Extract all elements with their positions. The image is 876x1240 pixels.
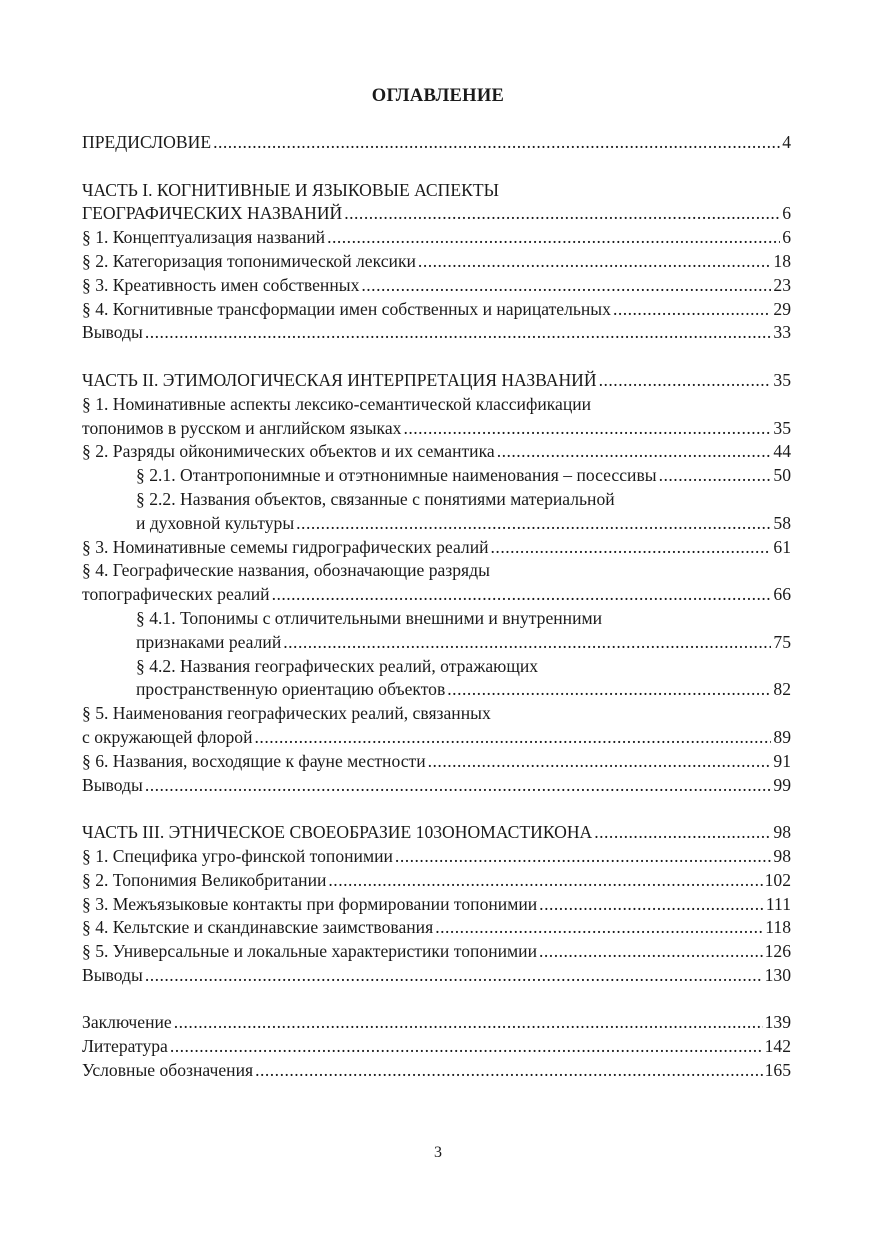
toc-entry	[82, 1059, 791, 1083]
toc-entry-page: 118	[765, 917, 791, 938]
toc-dot-leader	[447, 678, 771, 702]
toc-entry	[82, 464, 791, 488]
toc-entry	[82, 226, 791, 250]
toc-entry-title: § 3. Межъязыковые контакты при формировании топонимии	[82, 893, 538, 914]
toc-dot-leader	[145, 774, 772, 798]
toc-entry-page: 35	[773, 417, 791, 438]
toc-entry-title: § 5. Универсальные и локальные характеристики топонимии	[82, 941, 537, 962]
toc-entry	[82, 916, 791, 940]
toc-dot-leader	[327, 226, 780, 250]
toc-entry-title: признаками реалий	[136, 631, 282, 652]
toc-entry	[82, 964, 791, 988]
toc-dot-leader	[491, 536, 772, 560]
toc-dot-leader	[613, 298, 771, 322]
toc-entry-title: § 5. Наименования географических реалий, связанных	[82, 703, 491, 724]
toc-entry	[82, 440, 791, 464]
toc-entry-title: Выводы	[82, 964, 143, 985]
toc-entry-title: § 4. Кельтские и скандинавские заимствования	[82, 917, 434, 938]
toc-entry-title: с окружающей флорой	[82, 726, 253, 747]
toc-dot-leader	[361, 274, 771, 298]
toc-entry	[82, 131, 791, 155]
toc-entry-title: § 2.1. Отантропонимные и отэтнонимные наименования – посессивы	[136, 465, 657, 486]
toc-entry-page: 61	[773, 536, 791, 557]
toc-entry	[82, 583, 791, 607]
toc-entry	[82, 726, 791, 750]
toc-dot-leader	[255, 1059, 763, 1083]
toc-entry	[82, 298, 791, 322]
toc-entry-title: ЧАСТЬ I. КОГНИТИВНЫЕ И ЯЗЫКОВЫЕ АСПЕКТЫ	[82, 179, 499, 200]
toc-entry-title: § 4.2. Названия географических реалий, отражающих	[136, 655, 539, 676]
toc-entry-title: § 4.1. Топонимы с отличительными внешними и внутренними	[136, 607, 603, 628]
toc-entry-title: ПРЕДИСЛОВИЕ	[82, 132, 212, 152]
page-number: 3	[434, 1144, 442, 1161]
toc-dot-leader	[539, 893, 764, 917]
toc-entry	[82, 845, 791, 869]
toc-entry	[82, 607, 791, 631]
toc-entry-title: § 2.2. Названия объектов, связанные с понятиями материальной	[136, 488, 615, 509]
toc-entry-page: 165	[764, 1060, 791, 1081]
toc-entry	[82, 893, 791, 917]
toc-dot-leader	[539, 940, 763, 964]
toc-entry-page: 58	[773, 512, 791, 533]
toc-entry-title: Выводы	[82, 774, 143, 795]
toc-entry-title: Условные обозначения	[82, 1060, 254, 1081]
toc-entry-title: и духовной культуры	[136, 512, 295, 533]
toc-entry-title: § 1. Специфика угро-финской топонимии	[82, 845, 393, 866]
toc-entry-page: 102	[764, 869, 791, 890]
toc-entry	[82, 488, 791, 512]
toc-entry	[82, 250, 791, 274]
toc-entry-page: 6	[782, 203, 791, 224]
toc-entry	[82, 1035, 791, 1059]
toc-entry-page: 35	[773, 369, 791, 390]
toc-dot-leader	[174, 1011, 763, 1035]
table-of-contents	[82, 131, 791, 1083]
toc-entry-page: 126	[764, 941, 791, 962]
toc-entry-page: 50	[773, 465, 791, 486]
toc-dot-leader	[599, 369, 772, 393]
toc-entry	[82, 631, 791, 655]
toc-dot-leader	[403, 417, 771, 441]
toc-entry-page: 139	[764, 1012, 791, 1033]
toc-entry-page: 75	[773, 631, 791, 652]
toc-entry-page: 99	[773, 774, 791, 795]
toc-entry-page: 130	[764, 964, 791, 985]
toc-entry-page: 4	[782, 132, 791, 152]
toc-entry	[82, 869, 791, 893]
toc-entry	[82, 940, 791, 964]
toc-entry	[82, 417, 791, 441]
toc-entry-page: 142	[764, 1036, 791, 1057]
toc-dot-leader	[213, 131, 780, 155]
toc-dot-leader	[283, 631, 771, 655]
toc-entry-title: Литература	[82, 1036, 168, 1057]
toc-entry-page: 66	[773, 584, 791, 605]
toc-entry	[82, 821, 791, 845]
toc-entry-title: § 6. Названия, восходящие к фауне местности	[82, 750, 426, 771]
toc-dot-leader	[328, 869, 762, 893]
toc-entry-title: Заключение	[82, 1012, 172, 1033]
toc-entry	[82, 369, 791, 393]
toc-entry	[82, 678, 791, 702]
toc-dot-leader	[145, 964, 763, 988]
toc-dot-leader	[435, 916, 763, 940]
toc-dot-leader	[418, 250, 771, 274]
toc-entry-title: Выводы	[82, 322, 143, 343]
toc-entry-title: ЧАСТЬ III. ЭТНИЧЕСКОЕ СВОЕОБРАЗИЕ 103ОНОМАСТИКОНА	[82, 822, 593, 843]
toc-entry-title: § 3. Креативность имен собственных	[82, 274, 360, 295]
toc-dot-leader	[255, 726, 772, 750]
toc-entry-page: 111	[765, 893, 791, 914]
toc-entry-title: топонимов в русском и английском языках	[82, 417, 402, 438]
toc-entry-page: 33	[773, 322, 791, 343]
toc-entry	[82, 274, 791, 298]
toc-entry-title: § 3. Номинативные семемы гидрографических реалий	[82, 536, 489, 557]
toc-entry	[82, 750, 791, 774]
toc-entry-title: § 2. Топонимия Великобритании	[82, 869, 327, 890]
toc-entry	[82, 1011, 791, 1035]
toc-entry-title: § 4. Когнитивные трансформации имен собственных и нарицательных	[82, 298, 611, 319]
toc-entry-title: ГЕОГРАФИЧЕСКИХ НАЗВАНИЙ	[82, 203, 343, 224]
toc-entry	[82, 655, 791, 679]
toc-entry-page: 23	[773, 274, 791, 295]
toc-entry	[82, 202, 791, 226]
toc-entry-page: 18	[773, 250, 791, 271]
toc-entry-title: § 1. Номинативные аспекты лексико-семантической классификации	[82, 393, 592, 414]
toc-dot-leader	[428, 750, 772, 774]
toc-entry-page: 89	[773, 726, 791, 747]
toc-entry	[82, 393, 791, 417]
toc-entry	[82, 774, 791, 798]
toc-entry-title: § 1. Концептуализация названий	[82, 227, 326, 248]
toc-entry-page: 91	[773, 750, 791, 771]
toc-dot-leader	[145, 321, 772, 345]
toc-entry-title: пространственную ориентацию объектов	[136, 679, 446, 700]
toc-entry-title: § 2. Категоризация топонимической лексики	[82, 250, 416, 271]
toc-dot-leader	[170, 1035, 763, 1059]
toc-entry	[82, 512, 791, 536]
toc-dot-leader	[497, 440, 772, 464]
page-title: ОГЛАВЛЕНИЕ	[371, 86, 505, 106]
toc-dot-leader	[395, 845, 771, 869]
toc-dot-leader	[659, 464, 772, 488]
toc-dot-leader	[344, 202, 780, 226]
toc-entry	[82, 179, 791, 203]
toc-dot-leader	[272, 583, 772, 607]
toc-entry	[82, 321, 791, 345]
toc-entry	[82, 536, 791, 560]
toc-entry-page: 98	[773, 822, 791, 843]
toc-entry	[82, 559, 791, 583]
toc-entry-title: § 4. Географические названия, обозначающие разряды	[82, 560, 490, 581]
toc-entry-page: 82	[773, 679, 791, 700]
toc-dot-leader	[296, 512, 771, 536]
toc-entry	[82, 702, 791, 726]
toc-entry-title: § 2. Разряды ойконимических объектов и их семантика	[82, 441, 495, 462]
toc-dot-leader	[594, 821, 771, 845]
toc-entry-page: 44	[773, 441, 791, 462]
toc-entry-page: 29	[773, 298, 791, 319]
toc-entry-page: 98	[773, 845, 791, 866]
toc-entry-title: ЧАСТЬ II. ЭТИМОЛОГИЧЕСКАЯ ИНТЕРПРЕТАЦИЯ НАЗВАНИЙ	[82, 369, 597, 390]
toc-entry-page: 6	[782, 227, 791, 248]
toc-entry-title: топографических реалий	[82, 584, 270, 605]
